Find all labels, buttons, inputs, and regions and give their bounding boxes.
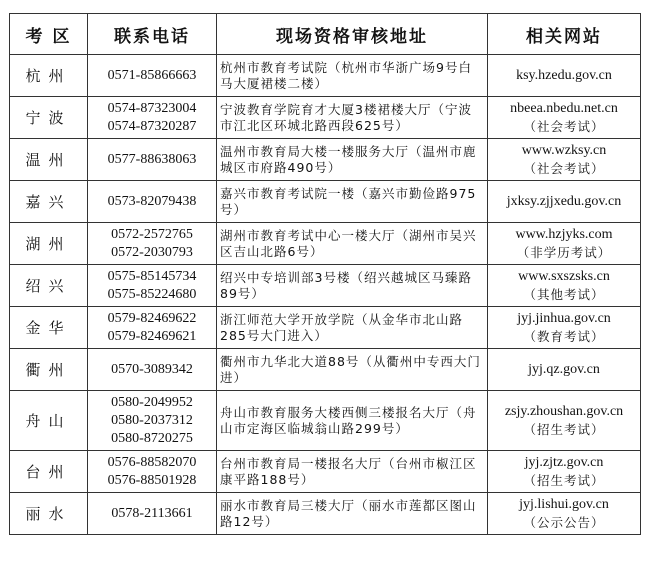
phone-number: 0576-88501928 [107,472,197,488]
website-cell [488,349,641,391]
website-link[interactable]: jyj.zjtz.gov.cn [524,454,604,470]
website-link[interactable]: jxksy.zjjxedu.gov.cn [506,193,622,209]
website-link[interactable]: nbeea.nbedu.net.cn [510,100,618,116]
region-cell: 温州 [10,139,88,181]
website-note: （招生考试） [523,472,605,488]
website-note: （其他考试） [523,286,605,302]
table-row [10,349,641,391]
phone-number: 0579-82469621 [107,328,197,344]
website-cell [488,181,641,223]
phone-number: 0578-2113661 [111,505,193,521]
website-cell [488,493,641,535]
address-cell: 嘉兴市教育考试院一楼（嘉兴市勤俭路975号） [217,181,488,223]
phone-cell [88,97,217,139]
address-cell: 绍兴中专培训部3号楼（绍兴越城区马臻路89号） [217,265,488,307]
phone-cell [88,493,217,535]
table-row [10,223,641,265]
table-row [10,97,641,139]
website-cell [488,307,641,349]
region-cell: 衢州 [10,349,88,391]
website-link[interactable]: www.hzjyks.com [515,226,613,242]
phone-cell [88,139,217,181]
address-cell: 杭州市教育考试院（杭州市华浙广场9号白马大厦裙楼二楼） [217,55,488,97]
phone-cell [88,181,217,223]
exam-region-contact-table [9,13,641,535]
website-note: （教育考试） [523,328,605,344]
phone-number: 0580-8720275 [111,430,193,446]
phone-cell [88,55,217,97]
region-cell: 丽水 [10,493,88,535]
website-link[interactable]: jyj.qz.gov.cn [528,361,600,377]
phone-cell [88,265,217,307]
phone-number: 0575-85145734 [107,268,197,284]
website-note: （招生考试） [523,421,605,437]
table-row [10,265,641,307]
phone-number: 0572-2030793 [111,244,193,260]
header-website: 相关网站 [488,14,641,55]
phone-number: 0577-88638063 [107,151,197,167]
address-cell: 温州市教育局大楼一楼服务大厅（温州市鹿城区市府路490号） [217,139,488,181]
phone-number: 0580-2037312 [111,412,193,428]
region-cell: 杭州 [10,55,88,97]
website-note: （非学历考试） [516,244,612,260]
phone-number: 0573-82079438 [107,193,197,209]
table-row [10,391,641,451]
phone-cell [88,391,217,451]
website-link[interactable]: jyj.lishui.gov.cn [519,496,609,512]
table-row [10,181,641,223]
region-cell: 绍兴 [10,265,88,307]
website-link[interactable]: www.wzksy.cn [521,142,607,158]
website-link[interactable]: zsjy.zhoushan.gov.cn [504,403,624,419]
website-link[interactable]: jyj.jinhua.gov.cn [517,310,611,326]
region-cell: 湖州 [10,223,88,265]
address-cell: 湖州市教育考试中心一楼大厅（湖州市吴兴区吉山北路6号） [217,223,488,265]
website-cell [488,97,641,139]
region-cell: 金华 [10,307,88,349]
table-row [10,451,641,493]
website-cell [488,55,641,97]
website-cell [488,223,641,265]
phone-cell [88,307,217,349]
header-region: 考 区 [10,14,88,55]
address-cell: 衢州市九华北大道88号（从衢州中专西大门进） [217,349,488,391]
table-row [10,493,641,535]
region-cell: 台州 [10,451,88,493]
phone-number: 0574-87323004 [107,100,197,116]
phone-cell [88,349,217,391]
website-note: （社会考试） [523,118,605,134]
website-cell [488,391,641,451]
table-row [10,139,641,181]
website-cell [488,451,641,493]
website-note: （社会考试） [523,160,605,176]
region-cell: 宁波 [10,97,88,139]
address-cell: 丽水市教育局三楼大厅（丽水市莲都区图山路12号） [217,493,488,535]
phone-number: 0575-85224680 [107,286,197,302]
region-cell: 舟山 [10,391,88,451]
table-header-row [10,14,641,55]
website-cell [488,265,641,307]
website-link[interactable]: www.sxszsks.cn [518,268,610,284]
header-address: 现场资格审核地址 [217,14,488,55]
phone-number: 0580-2049952 [111,394,193,410]
address-cell: 宁波教育学院育才大厦3楼裙楼大厅（宁波市江北区环城北路西段625号） [217,97,488,139]
phone-number: 0574-87320287 [107,118,197,134]
phone-cell [88,451,217,493]
address-cell: 浙江师范大学开放学院（从金华市北山路285号大门进入） [217,307,488,349]
website-note: （公示公告） [523,514,605,530]
region-cell: 嘉兴 [10,181,88,223]
address-cell: 舟山市教育服务大楼西侧三楼报名大厅（舟山市定海区临城翁山路299号） [217,391,488,451]
phone-number: 0576-88582070 [107,454,197,470]
address-cell: 台州市教育局一楼报名大厅（台州市椒江区康平路188号） [217,451,488,493]
phone-cell [88,223,217,265]
table-row [10,307,641,349]
phone-number: 0570-3089342 [111,361,193,377]
header-phone: 联系电话 [88,14,217,55]
phone-number: 0579-82469622 [107,310,197,326]
phone-number: 0571-85866663 [107,67,197,83]
website-link[interactable]: ksy.hzedu.gov.cn [516,67,612,83]
website-cell [488,139,641,181]
table-row [10,55,641,97]
phone-number: 0572-2572765 [111,226,193,242]
